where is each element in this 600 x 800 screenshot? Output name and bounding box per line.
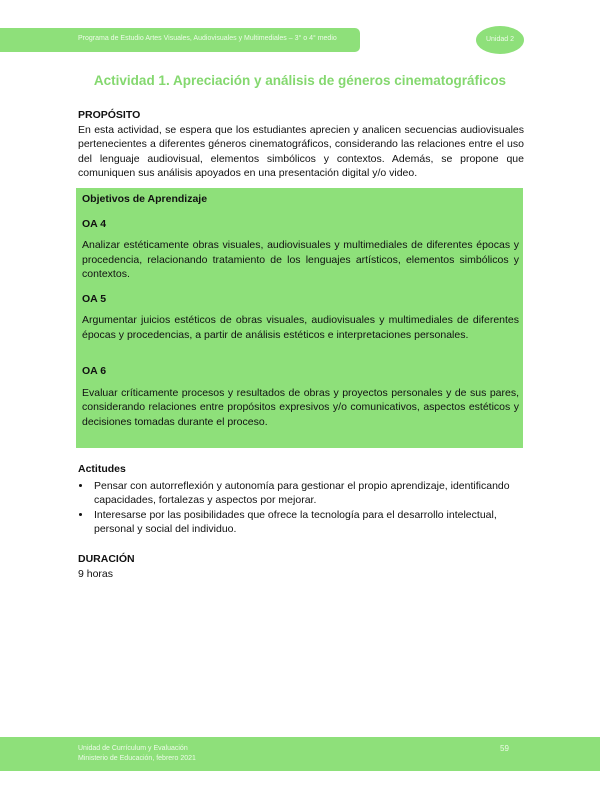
oa-code: OA 4: [82, 217, 107, 230]
header-bar: [0, 28, 360, 52]
unit-label: Unidad 2: [485, 36, 515, 43]
duration-value: 9 horas: [78, 567, 114, 580]
duration-section: [78, 552, 524, 581]
objectives-box: [76, 188, 523, 448]
footer-bar: [0, 737, 600, 771]
oa-code: OA 5: [82, 292, 107, 305]
footer-line2: Ministerio de Educación, febrero 2021: [78, 755, 196, 762]
purpose-text: En esta actividad, se espera que los estudiantes aprecien y analicen secuencias audiovisuales pertenecientes a diferentes géneros cinematográficos, considerando las relaciones entre el uso del lenguaje audiovisual, elementos simbólicos y contextos. Además, se propone que comuniquen sus análisis apoyados en una presentación digital y/o video.: [78, 123, 524, 179]
objectives-heading: Objetivos de Aprendizaje: [82, 193, 208, 205]
purpose-heading: PROPÓSITO: [78, 109, 141, 121]
attitude-item: • Interesarse por las posibilidades que ofrece la tecnología para el desarrollo intelectual, personal y social del individuo.: [92, 508, 524, 537]
oa-code: OA 6: [82, 365, 107, 377]
purpose-section: [78, 108, 524, 181]
attitudes-heading: Actitudes: [78, 463, 126, 475]
unit-badge: [476, 26, 524, 54]
program-title: Programa de Estudio Artes Visuales, Audiovisuales y Multimediales – 3° o 4° medio: [78, 35, 337, 42]
oa-text: Evaluar críticamente procesos y resultados de obras y proyectos personales y de sus pares, considerando relaciones entre propósitos expresivos y/o comunicativos, aspectos estéticos y decisiones tomadas durante el proceso.: [82, 386, 519, 428]
oa-text: Argumentar juicios estéticos de obras visuales, audiovisuales y multimediales de diferentes épocas y procedencias, a partir de análisis estéticos e interpretaciones personales.: [82, 314, 519, 341]
oa-text: Analizar estéticamente obras visuales, audiovisuales y multimediales de diferentes épocas y procedencia, relacionando tratamiento de los lenguajes artísticos, elementos simbólicos y contextos.: [82, 239, 519, 280]
footer-line1: Unidad de Currículum y Evaluación: [78, 745, 188, 752]
attitude-item: • Pensar con autorreflexión y autonomía para gestionar el propio aprendizaje, identificando capacidades, fortalezas y aspectos por mejorar.: [92, 479, 524, 508]
activity-title: Actividad 1. Apreciación y análisis de géneros cinematográficos: [93, 73, 507, 88]
attitudes-section: [78, 462, 524, 537]
page-number: 59: [500, 744, 509, 753]
duration-heading: DURACIÓN: [78, 553, 135, 565]
